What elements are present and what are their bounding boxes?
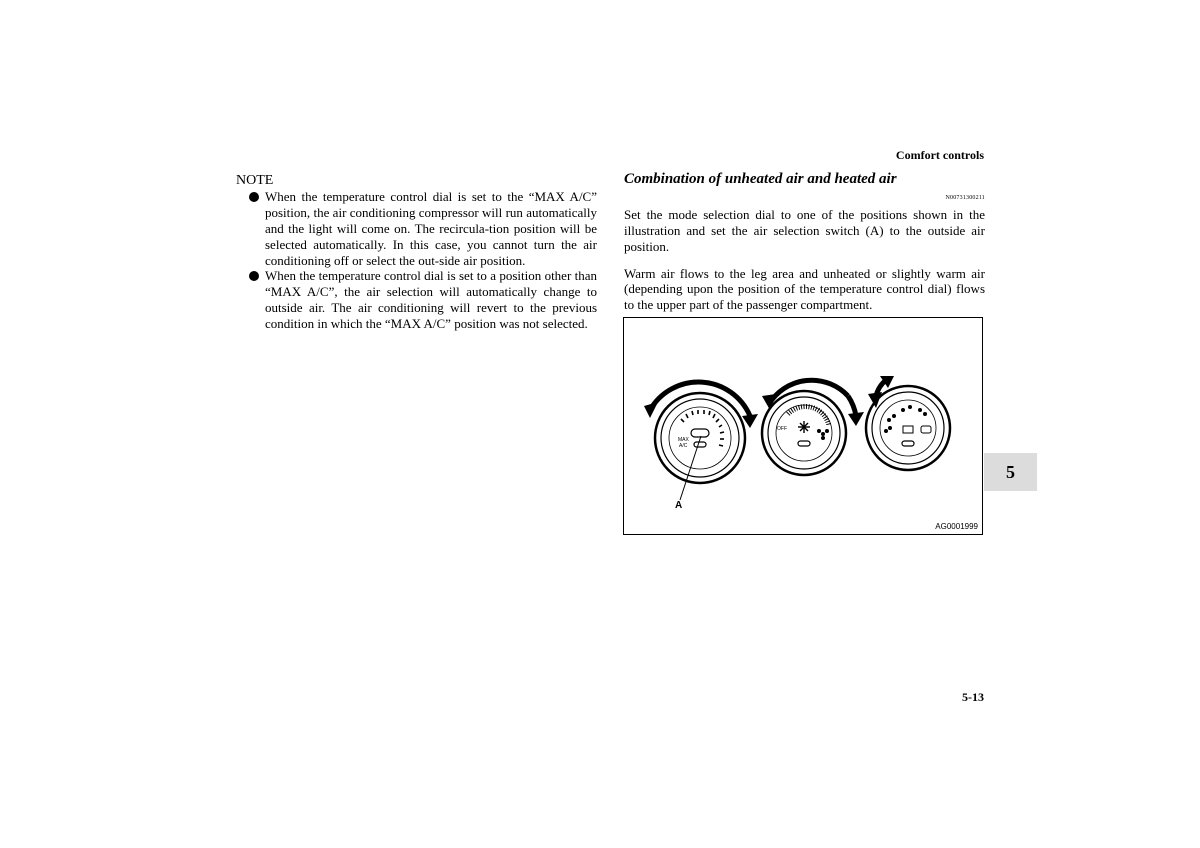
section-block: [624, 172, 985, 313]
note-item-text: When the temperature control dial is set to a position other than “MAX A/C”, the air selection will automatically change to outside air. The air conditioning will revert to the previous condition in which the “MAX A/C” position was not selected.: [265, 268, 597, 332]
mode-selection-dial: [866, 376, 950, 470]
figure-id: AG0001999: [935, 522, 978, 531]
chapter-tab: 5: [984, 453, 1037, 491]
off-label: OFF: [777, 426, 787, 432]
note-item: [236, 189, 597, 269]
note-title: NOTE: [236, 173, 274, 188]
bullet-icon: [249, 192, 259, 202]
note-block: [236, 173, 597, 332]
arrow-head-icon: [848, 412, 864, 426]
section-title: Combination of unheated air and heated air: [624, 171, 897, 187]
ac-label: A/C: [679, 443, 688, 449]
fan-speed-dial: [762, 380, 864, 475]
bullet-icon: [249, 271, 259, 281]
climate-control-illustration: [623, 317, 983, 535]
callout-label: A: [675, 500, 683, 511]
note-item: [236, 268, 597, 332]
reference-code: N00731300211: [945, 194, 985, 201]
temperature-dial: [644, 382, 758, 500]
arrow-head-icon: [644, 402, 658, 418]
section-paragraph: Set the mode selection dial to one of the positions shown in the illustration and set the air selection switch (A) to the outside air position.: [624, 206, 985, 254]
max-label: MAX: [678, 437, 689, 443]
running-header: Comfort controls: [895, 148, 984, 162]
note-item-text: When the temperature control dial is set to the “MAX A/C” position, the air conditioning compressor will run automatically and the light will come on. The recircula-tion position will be selected automatically. In this case, you cannot turn the air conditioning off or select the out-side air position.: [265, 188, 597, 268]
section-paragraph: Warm air flows to the leg area and unheated or slightly warm air (depending upon the position of the temperature control dial) flows to the upper part of the passenger compartment.: [624, 265, 985, 313]
page-number: 5-13: [962, 690, 984, 704]
